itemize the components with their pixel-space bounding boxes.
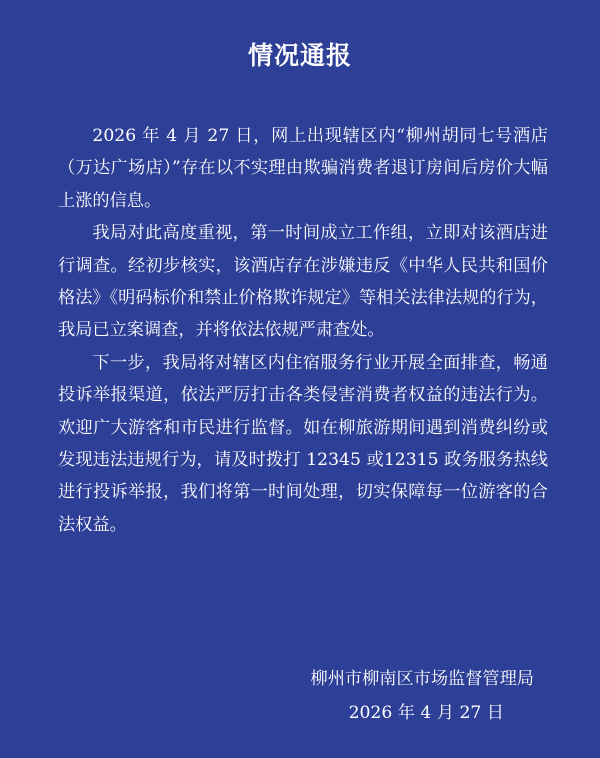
paragraph-incident: 2026 年 4 月 27 日，网上出现辖区内“柳州胡同七号酒店（万达广场店）”存在以不实理由欺骗消费者退订房间后房价大幅上涨的信息。	[58, 126, 548, 211]
paragraph-investigation: 我局对此高度重视，第一时间成立工作组，立即对该酒店进行调查。经初步核实，该酒店存在涉嫌违反《中华人民共和国价格法》《明码标价和禁止价格欺诈规定》等相关法律法规的行为，我局已立案调查，并将依法依规严肃查处。	[58, 223, 548, 341]
notice-footer	[311, 662, 534, 730]
notice-title: 情况通报	[247, 41, 352, 70]
issuer-name: 柳州市柳南区市场监督管理局	[310, 669, 534, 689]
notice-body	[58, 120, 548, 541]
issue-date: 2026 年 4 月 27 日	[348, 703, 504, 723]
paragraph-next-steps: 下一步，我局将对辖区内住宿服务行业开展全面排查，畅通投诉举报渠道，依法严厉打击各类侵害消费者权益的违法行为。欢迎广大游客和市民进行监督。如在柳旅游期间遇到消费纠纷或发现违法违规行为，请及时拨打 12345 或12315 政务服务热线进行投诉举报，我们将第一时间处理，切实保障每一位游客的合法权益。	[58, 352, 548, 535]
